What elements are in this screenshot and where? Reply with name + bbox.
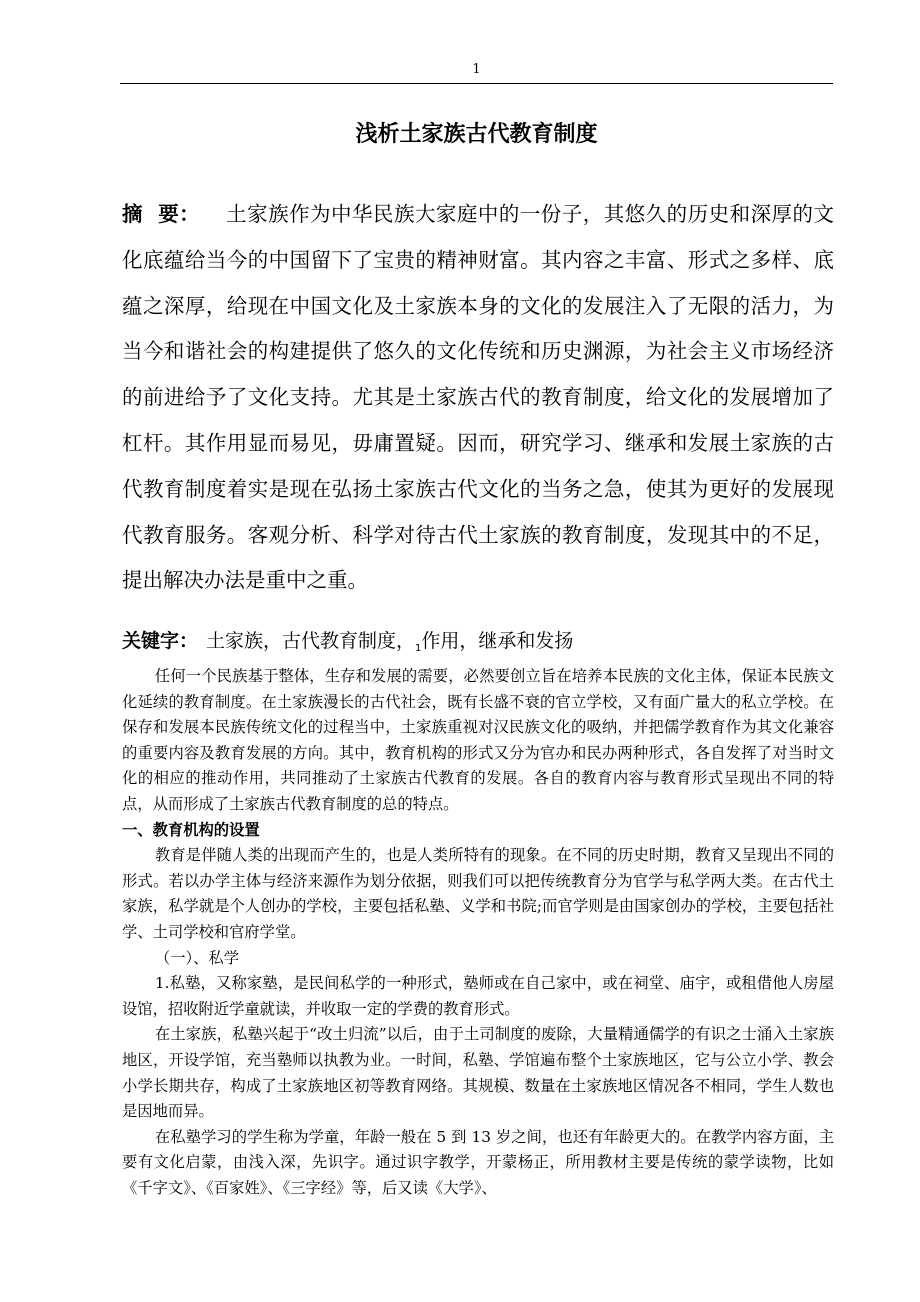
- keywords-part1: 土家族，古代教育制度，: [206, 630, 416, 652]
- body-text: [122, 664, 834, 1201]
- section-heading-institutions: 一、教育机构的设置: [122, 820, 260, 839]
- document-title: 浅析土家族古代教育制度: [355, 122, 598, 147]
- subsection-heading-private-school: （一）、私学: [154, 948, 240, 967]
- keywords: [122, 626, 834, 664]
- keywords-label: 关键字：: [122, 630, 199, 652]
- institutions-paragraph: 教育是伴随人类的出现而产生的，也是人类所特有的现象。在不同的历史时期，教育又呈现出不同的形式。若以办学主体与经济来源作为划分依据，则我们可以把传统教育分为官学与私学两大类。在古代土家族，私学就是个人创办的学校，主要包括私塾、义学和书院;而官学则是由国家创办的学校，主要包括社学、土司学校和官府学堂。: [122, 846, 834, 941]
- intro-paragraph: 任何一个民族基于整体，生存和发展的需要，必然要创立旨在培养本民族的文化主体，保证本民族文化延续的教育制度。在土家族漫长的古代社会，既有长盛不衰的官立学校，又有面广量大的私立学校。在保存和发展本民族传统文化的过程当中，土家族重视对汉民族文化的吸纳，并把儒学教育作为其文化兼容的重要内容及教育发展的方向。其中，教育机构的形式又分为官办和民办两种形式，各自发挥了对当时文化的相应的推动作用，共同推动了土家族古代教育的发展。各自的教育内容与教育形式呈现出不同的特点，从而形成了土家族古代教育制度的总的特点。: [122, 667, 834, 813]
- abstract: [122, 192, 834, 604]
- sishu-rise-paragraph: 在土家族，私塾兴起于“改土归流”以后，由于土司制度的废除，大量精通儒学的有识之士涌入土家族地区，开设学馆，充当塾师以执教为业。一时间，私塾、学馆遍布整个土家族地区，它与公立小学、教会小学长期共存，构成了土家族地区初等教育网络。其规模、数量在土家族地区情况各不相同，学生人数也是因地而异。: [122, 1025, 834, 1121]
- header-rule: [120, 83, 833, 84]
- abstract-label: 摘 要：: [122, 202, 201, 226]
- sishu-students-paragraph: 在私塾学习的学生称为学童，年龄一般在 5 到 13 岁之间，也还有年龄更大的。在教学内容方面，主要有文化启蒙，由浅入深，先识字。通过识字教学，开蒙杨正，所用教材主要是传统的蒙学读物，比如《千字文》、《百家姓》、《三字经》等，后又读《大学》、: [122, 1127, 834, 1197]
- keywords-part2: 作用，继承和发扬: [421, 630, 574, 652]
- abstract-text: 土家族作为中华民族大家庭中的一份子，其悠久的历史和深厚的文化底蕴给当今的中国留下了宝贵的精神财富。其内容之丰富、形式之多样、底蕴之深厚，给现在中国文化及土家族本身的文化的发展注入了无限的活力，为当今和谐社会的构建提供了悠久的文化传统和历史渊源，为社会主义市场经济的前进给予了文化支持。尤其是土家族古代的教育制度，给文化的发展增加了杠杆。其作用显而易见，毋庸置疑。因而，研究学习、继承和发展土家族的古代教育制度着实是现在弘扬土家族古代文化的当务之急，使其为更好的发展现代教育服务。客观分析、科学对待古代土家族的教育制度，发现其中的不足，提出解决办法是重中之重。: [122, 202, 834, 593]
- sishu-definition-paragraph: 1.私塾，又称家塾，是民间私学的一种形式，塾师或在自己家中，或在祠堂、庙宇，或租借他人房屋设馆，招收附近学童就读，并收取一定的学费的教育形式。: [122, 974, 834, 1018]
- page-number: 1: [472, 62, 481, 77]
- footnote-marker: 1: [415, 643, 422, 654]
